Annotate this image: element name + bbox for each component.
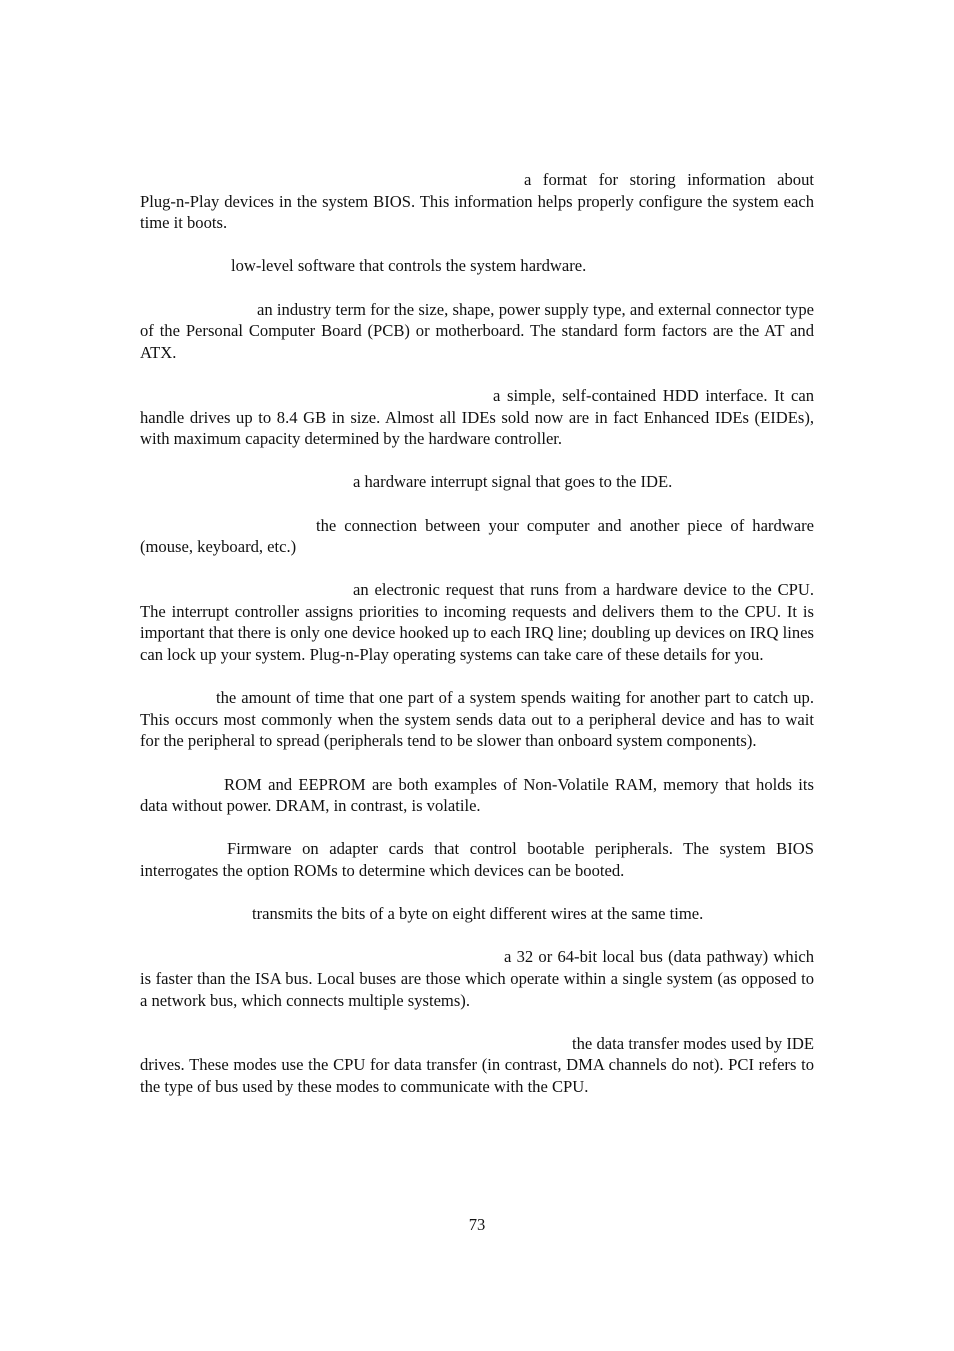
glossary-entry-1: a format for storing information about Plug-n-Play devices in the system BIOS. This information helps properly configure the system each time it boots.	[140, 170, 814, 233]
glossary-entry-4: a simple, self-contained HDD interface. It can handle drives up to 8.4 GB in size. Almost all IDEs sold now are in fact Enhanced IDEs (EIDEs), with maximum capacity determined by the hardware controller.	[140, 385, 814, 449]
glossary-entry-11: transmits the bits of a byte on eight different wires at the same time.	[252, 904, 704, 924]
glossary-entry-8: the amount of time that one part of a system spends waiting for another part to catch up. This occurs most commonly when the system sends data out to a peripheral device and has to wait for the peripheral to spread (peripherals tend to be slower than onboard system components).	[140, 688, 814, 751]
glossary-entry-12: a 32 or 64-bit local bus (data pathway) which is faster than the ISA bus. Local buses are those which operate within a single system (as opposed to a network bus, which connects multiple systems).	[140, 947, 814, 1010]
glossary-entry-5: a hardware interrupt signal that goes to the IDE.	[353, 472, 673, 492]
glossary-entry-9: ROM and EEPROM are both examples of Non-Volatile RAM, memory that holds its data without power. DRAM, in contrast, is volatile.	[140, 774, 814, 816]
glossary-body	[140, 169, 814, 1119]
glossary-entry-10: Firmware on adapter cards that control bootable peripherals. The system BIOS interrogates the option ROMs to determine which devices can be booted.	[140, 839, 814, 880]
glossary-entry-7: an electronic request that runs from a hardware device to the CPU. The interrupt controller assigns priorities to incoming requests and delivers them to the CPU. It is important that there is only one device hooked up to each IRQ line; doubling up devices on IRQ lines can lock up your system. Plug-n-Play operating systems can take care of these details for you.	[140, 580, 814, 665]
glossary-entry-6: the connection between your computer and another piece of hardware (mouse, keyboard, etc.)	[140, 515, 814, 557]
page-number: 73	[468, 1215, 486, 1234]
glossary-entry-13: the data transfer modes used by IDE drives. These modes use the CPU for data transfer (in contrast, DMA channels do not). PCI refers to the type of bus used by these modes to communicate with the CPU.	[140, 1033, 814, 1096]
glossary-entry-2: low-level software that controls the system hardware.	[231, 256, 587, 276]
glossary-entry-3: an industry term for the size, shape, power supply type, and external connector type of the Personal Computer Board (PCB) or motherboard. The standard form factors are the AT and ATX.	[140, 299, 814, 362]
